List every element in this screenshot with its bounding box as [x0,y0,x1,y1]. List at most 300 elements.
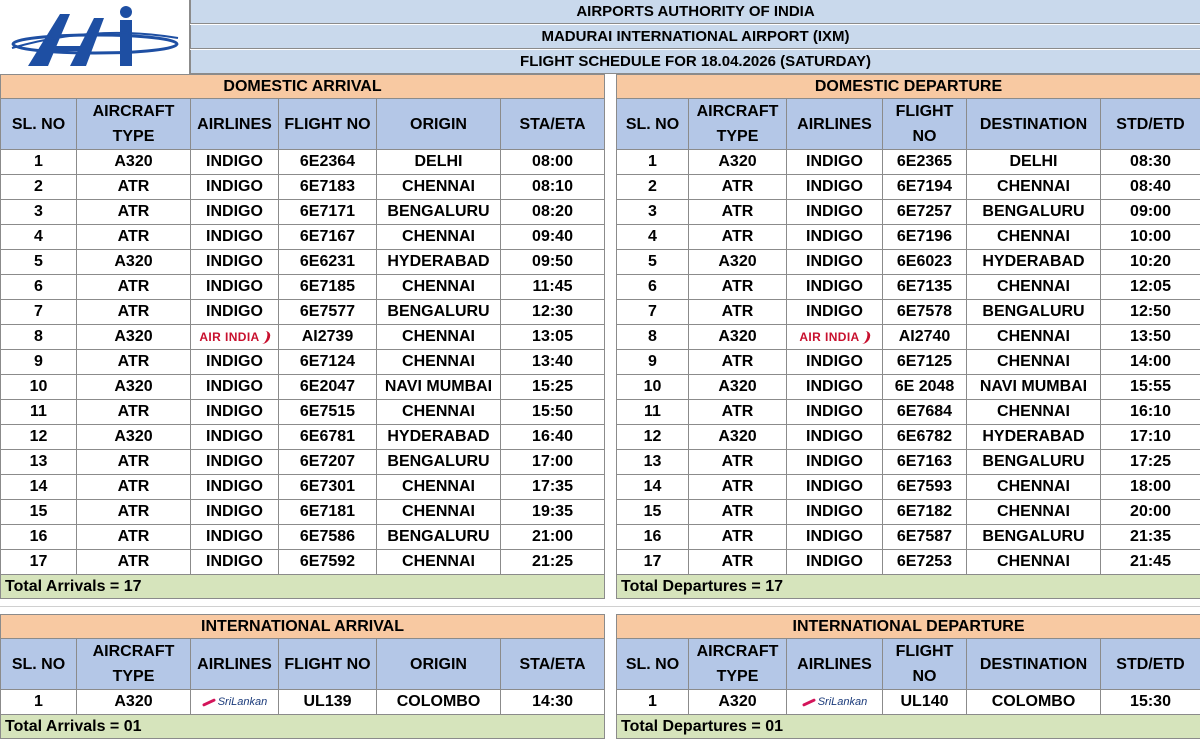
cell-aircraft-type: ATR [77,225,191,250]
column-header-aircraft-type: AIRCRAFT TYPE [689,639,787,690]
cell-place: CHENNAI [967,325,1101,350]
cell-place: NAVI MUMBAI [377,375,501,400]
cell-aircraft-type: ATR [77,550,191,575]
column-header-time: STD/ETD [1101,639,1200,690]
cell-place: HYDERABAD [967,425,1101,450]
cell-place: BENGALURU [377,200,501,225]
table-row [1,475,605,500]
srilankan-peacock-icon [802,698,816,706]
aai-logo-icon [8,4,182,78]
cell-aircraft-type: A320 [689,690,787,715]
table-row [617,200,1200,225]
cell-flight-no: 6E7684 [883,400,967,425]
column-header-flight-no: FLIGHT NO [883,99,967,150]
cell-airline: INDIGO [787,375,883,400]
cell-flight-no: 6E2047 [279,375,377,400]
cell-time: 17:00 [501,450,605,475]
cell-aircraft-type: ATR [689,200,787,225]
cell-flight-no: 6E6231 [279,250,377,275]
cell-airline: INDIGO [787,550,883,575]
cell-sl-no: 15 [1,500,77,525]
domestic-departure-total: Total Departures = 17 [617,575,1200,599]
cell-place: HYDERABAD [967,250,1101,275]
table-row [617,275,1200,300]
table-row [1,150,605,175]
cell-place: CHENNAI [967,550,1101,575]
table-row [617,450,1200,475]
cell-airline: INDIGO [787,450,883,475]
cell-aircraft-type: ATR [689,550,787,575]
cell-sl-no: 2 [617,175,689,200]
cell-airline: INDIGO [191,550,279,575]
cell-aircraft-type: ATR [77,500,191,525]
cell-time: 16:40 [501,425,605,450]
cell-time: 17:25 [1101,450,1200,475]
cell-flight-no: 6E7207 [279,450,377,475]
cell-aircraft-type: A320 [77,150,191,175]
cell-aircraft-type: A320 [77,375,191,400]
international-arrival-table [0,614,605,739]
cell-time: 10:20 [1101,250,1200,275]
cell-time: 09:00 [1101,200,1200,225]
cell-aircraft-type: A320 [77,690,191,715]
column-header-flight-no: FLIGHT NO [279,99,377,150]
international-departure-title: INTERNATIONAL DEPARTURE [617,615,1200,639]
cell-aircraft-type: ATR [689,275,787,300]
cell-flight-no: 6E7301 [279,475,377,500]
cell-airline: INDIGO [787,525,883,550]
cell-time: 17:10 [1101,425,1200,450]
cell-sl-no: 15 [617,500,689,525]
table-row [1,500,605,525]
table-row [1,325,605,350]
cell-flight-no: 6E7171 [279,200,377,225]
cell-flight-no: 6E7124 [279,350,377,375]
international-departure-table [616,614,1200,739]
international-arrival-total: Total Arrivals = 01 [1,715,605,739]
cell-sl-no: 11 [1,400,77,425]
srilankan-logo-text: SriLankan [817,696,868,708]
cell-flight-no: 6E7515 [279,400,377,425]
cell-flight-no: 6E7257 [883,200,967,225]
cell-time: 15:50 [501,400,605,425]
cell-sl-no: 16 [1,525,77,550]
cell-sl-no: 7 [1,300,77,325]
cell-place: CHENNAI [967,400,1101,425]
cell-place: BENGALURU [967,300,1101,325]
cell-sl-no: 5 [617,250,689,275]
cell-flight-no: 6E7185 [279,275,377,300]
domestic-arrival-table [0,74,605,599]
column-header-place: ORIGIN [377,639,501,690]
cell-airline: INDIGO [787,350,883,375]
cell-aircraft-type: ATR [77,350,191,375]
cell-time: 17:35 [501,475,605,500]
cell-sl-no: 13 [1,450,77,475]
cell-flight-no: 6E7163 [883,450,967,475]
cell-place: CHENNAI [377,225,501,250]
column-header-place: DESTINATION [967,99,1101,150]
cell-time: 21:00 [501,525,605,550]
cell-place: CHENNAI [967,475,1101,500]
cell-sl-no: 11 [617,400,689,425]
table-row [617,425,1200,450]
cell-sl-no: 14 [1,475,77,500]
cell-sl-no: 1 [1,690,77,715]
cell-airline: INDIGO [191,525,279,550]
cell-aircraft-type: ATR [77,475,191,500]
international-departure-total: Total Departures = 01 [617,715,1200,739]
table-row [1,275,605,300]
cell-aircraft-type: A320 [77,325,191,350]
cell-time: 08:40 [1101,175,1200,200]
air-india-logo [199,330,269,344]
cell-aircraft-type: A320 [689,325,787,350]
cell-aircraft-type: ATR [77,200,191,225]
srilankan-peacock-icon [202,698,216,706]
cell-sl-no: 14 [617,475,689,500]
domestic-arrival-title: DOMESTIC ARRIVAL [1,75,605,99]
cell-flight-no: 6E7577 [279,300,377,325]
cell-time: 16:10 [1101,400,1200,425]
cell-sl-no: 5 [1,250,77,275]
cell-place: CHENNAI [377,550,501,575]
air-india-mark-icon [260,331,271,344]
cell-aircraft-type: ATR [689,225,787,250]
cell-sl-no: 1 [1,150,77,175]
cell-airline [787,325,883,350]
domestic-departure-title: DOMESTIC DEPARTURE [617,75,1200,99]
cell-airline: INDIGO [787,400,883,425]
cell-airline: INDIGO [787,425,883,450]
cell-aircraft-type: ATR [689,475,787,500]
column-header-sl-no: SL. NO [617,99,689,150]
cell-sl-no: 8 [617,325,689,350]
cell-place: BENGALURU [967,525,1101,550]
cell-place: CHENNAI [377,400,501,425]
table-row [617,500,1200,525]
cell-aircraft-type: ATR [689,350,787,375]
cell-flight-no: 6E7578 [883,300,967,325]
cell-flight-no: 6E6023 [883,250,967,275]
column-header-sl-no: SL. NO [1,99,77,150]
column-header-sl-no: SL. NO [1,639,77,690]
cell-airline: INDIGO [191,150,279,175]
cell-sl-no: 6 [1,275,77,300]
air-india-mark-icon [860,331,871,344]
cell-sl-no: 10 [617,375,689,400]
cell-flight-no: 6E2364 [279,150,377,175]
table-row [617,690,1200,715]
cell-time: 08:10 [501,175,605,200]
cell-aircraft-type: ATR [77,450,191,475]
cell-place: DELHI [377,150,501,175]
cell-place: BENGALURU [967,450,1101,475]
column-header-airline: AIRLINES [191,639,279,690]
cell-time: 12:30 [501,300,605,325]
cell-place: CHENNAI [967,350,1101,375]
cell-time: 13:50 [1101,325,1200,350]
cell-place: CHENNAI [377,500,501,525]
table-row [1,225,605,250]
table-row [1,400,605,425]
cell-flight-no: 6E7593 [883,475,967,500]
cell-flight-no: 6E7194 [883,175,967,200]
cell-time: 19:35 [501,500,605,525]
cell-sl-no: 17 [1,550,77,575]
srilankan-logo [802,696,868,708]
cell-sl-no: 7 [617,300,689,325]
cell-place: COLOMBO [377,690,501,715]
air-india-logo-text: AIR INDIA [199,330,260,344]
cell-aircraft-type: A320 [77,425,191,450]
cell-flight-no: 6E6782 [883,425,967,450]
title-airport: MADURAI INTERNATIONAL AIRPORT (IXM) [190,25,1200,49]
cell-time: 14:30 [501,690,605,715]
cell-sl-no: 8 [1,325,77,350]
cell-flight-no: 6E7182 [883,500,967,525]
air-india-logo [799,330,869,344]
cell-place: CHENNAI [377,325,501,350]
cell-airline: INDIGO [787,250,883,275]
cell-place: BENGALURU [377,525,501,550]
cell-airline: INDIGO [191,425,279,450]
cell-airline: INDIGO [787,475,883,500]
table-row [1,690,605,715]
cell-place: CHENNAI [377,175,501,200]
cell-airline: INDIGO [787,500,883,525]
table-row [617,475,1200,500]
cell-aircraft-type: ATR [689,400,787,425]
cell-place: BENGALURU [967,200,1101,225]
cell-flight-no: UL139 [279,690,377,715]
column-header-flight-no: FLIGHT NO [883,639,967,690]
column-header-airline: AIRLINES [787,99,883,150]
table-row [1,550,605,575]
cell-time: 12:50 [1101,300,1200,325]
column-header-airline: AIRLINES [191,99,279,150]
table-row [1,175,605,200]
cell-place: CHENNAI [377,475,501,500]
cell-airline [787,690,883,715]
table-row [1,200,605,225]
cell-place: BENGALURU [377,450,501,475]
column-header-sl-no: SL. NO [617,639,689,690]
cell-time: 15:30 [1101,690,1200,715]
cell-time: 09:40 [501,225,605,250]
cell-place: BENGALURU [377,300,501,325]
table-row [617,250,1200,275]
air-india-logo-text: AIR INDIA [799,330,860,344]
column-header-time: STD/ETD [1101,99,1200,150]
cell-flight-no: 6E7183 [279,175,377,200]
table-row [1,450,605,475]
cell-flight-no: 6E7587 [883,525,967,550]
column-header-place: DESTINATION [967,639,1101,690]
column-header-time: STA/ETA [501,639,605,690]
cell-time: 18:00 [1101,475,1200,500]
table-row [1,425,605,450]
cell-time: 11:45 [501,275,605,300]
table-row [617,350,1200,375]
cell-time: 15:25 [501,375,605,400]
cell-sl-no: 3 [617,200,689,225]
column-header-place: ORIGIN [377,99,501,150]
cell-airline: INDIGO [787,275,883,300]
cell-sl-no: 2 [1,175,77,200]
domestic-arrival-total: Total Arrivals = 17 [1,575,605,599]
table-row [617,300,1200,325]
cell-flight-no: 6E7253 [883,550,967,575]
table-row [1,300,605,325]
table-row [617,325,1200,350]
column-header-flight-no: FLIGHT NO [279,639,377,690]
cell-sl-no: 16 [617,525,689,550]
cell-sl-no: 3 [1,200,77,225]
cell-airline: INDIGO [787,175,883,200]
cell-time: 09:50 [501,250,605,275]
cell-flight-no: 6E6781 [279,425,377,450]
table-row [617,550,1200,575]
cell-flight-no: 6E 2048 [883,375,967,400]
cell-sl-no: 1 [617,690,689,715]
cell-place: HYDERABAD [377,250,501,275]
cell-time: 08:00 [501,150,605,175]
cell-time: 21:25 [501,550,605,575]
cell-sl-no: 13 [617,450,689,475]
cell-airline [191,690,279,715]
cell-time: 12:05 [1101,275,1200,300]
cell-flight-no: 6E7586 [279,525,377,550]
cell-aircraft-type: ATR [77,400,191,425]
cell-airline: INDIGO [191,350,279,375]
cell-airline: INDIGO [787,200,883,225]
cell-airline: INDIGO [191,200,279,225]
cell-time: 15:55 [1101,375,1200,400]
cell-flight-no: AI2739 [279,325,377,350]
cell-aircraft-type: ATR [77,300,191,325]
cell-place: CHENNAI [967,500,1101,525]
cell-aircraft-type: A320 [77,250,191,275]
cell-sl-no: 12 [1,425,77,450]
cell-flight-no: AI2740 [883,325,967,350]
cell-time: 21:35 [1101,525,1200,550]
cell-time: 21:45 [1101,550,1200,575]
column-header-time: STA/ETA [501,99,605,150]
cell-airline: INDIGO [191,300,279,325]
cell-aircraft-type: A320 [689,425,787,450]
column-header-aircraft-type: AIRCRAFT TYPE [689,99,787,150]
cell-flight-no: 6E2365 [883,150,967,175]
table-row [1,525,605,550]
cell-sl-no: 4 [1,225,77,250]
cell-time: 08:30 [1101,150,1200,175]
column-header-aircraft-type: AIRCRAFT TYPE [77,99,191,150]
cell-airline [191,325,279,350]
cell-airline: INDIGO [191,500,279,525]
cell-sl-no: 12 [617,425,689,450]
cell-aircraft-type: A320 [689,375,787,400]
cell-airline: INDIGO [787,150,883,175]
cell-airline: INDIGO [191,450,279,475]
domestic-departure-table [616,74,1200,599]
table-row [1,350,605,375]
table-row [617,225,1200,250]
cell-flight-no: 6E7167 [279,225,377,250]
cell-time: 13:05 [501,325,605,350]
cell-aircraft-type: ATR [689,500,787,525]
section-divider [0,606,1200,607]
cell-time: 08:20 [501,200,605,225]
column-header-aircraft-type: AIRCRAFT TYPE [77,639,191,690]
cell-aircraft-type: A320 [689,150,787,175]
cell-place: CHENNAI [377,275,501,300]
cell-sl-no: 9 [1,350,77,375]
cell-sl-no: 4 [617,225,689,250]
cell-flight-no: 6E7181 [279,500,377,525]
cell-sl-no: 9 [617,350,689,375]
cell-aircraft-type: ATR [689,300,787,325]
cell-aircraft-type: ATR [689,175,787,200]
cell-flight-no: 6E7135 [883,275,967,300]
cell-place: CHENNAI [377,350,501,375]
cell-place: DELHI [967,150,1101,175]
table-row [617,375,1200,400]
cell-aircraft-type: ATR [77,525,191,550]
cell-flight-no: 6E7592 [279,550,377,575]
cell-airline: INDIGO [191,400,279,425]
cell-airline: INDIGO [191,275,279,300]
cell-flight-no: 6E7125 [883,350,967,375]
international-arrival-title: INTERNATIONAL ARRIVAL [1,615,605,639]
cell-place: NAVI MUMBAI [967,375,1101,400]
table-row [1,250,605,275]
cell-sl-no: 10 [1,375,77,400]
srilankan-logo [202,696,268,708]
cell-place: CHENNAI [967,175,1101,200]
cell-airline: INDIGO [191,475,279,500]
cell-place: HYDERABAD [377,425,501,450]
cell-time: 20:00 [1101,500,1200,525]
cell-time: 10:00 [1101,225,1200,250]
cell-flight-no: 6E7196 [883,225,967,250]
cell-aircraft-type: ATR [77,175,191,200]
title-schedule-date: FLIGHT SCHEDULE FOR 18.04.2026 (SATURDAY) [190,50,1200,74]
table-row [617,175,1200,200]
srilankan-logo-text: SriLankan [217,696,268,708]
title-authority: AIRPORTS AUTHORITY OF INDIA [190,0,1200,24]
table-row [617,150,1200,175]
table-row [617,400,1200,425]
cell-time: 14:00 [1101,350,1200,375]
cell-aircraft-type: ATR [689,525,787,550]
cell-airline: INDIGO [787,300,883,325]
cell-place: CHENNAI [967,225,1101,250]
cell-place: CHENNAI [967,275,1101,300]
cell-airline: INDIGO [191,225,279,250]
cell-time: 13:40 [501,350,605,375]
cell-airline: INDIGO [191,375,279,400]
cell-sl-no: 6 [617,275,689,300]
cell-flight-no: UL140 [883,690,967,715]
cell-sl-no: 17 [617,550,689,575]
table-row [1,375,605,400]
cell-airline: INDIGO [787,225,883,250]
table-row [617,525,1200,550]
cell-aircraft-type: A320 [689,250,787,275]
cell-sl-no: 1 [617,150,689,175]
cell-aircraft-type: ATR [689,450,787,475]
